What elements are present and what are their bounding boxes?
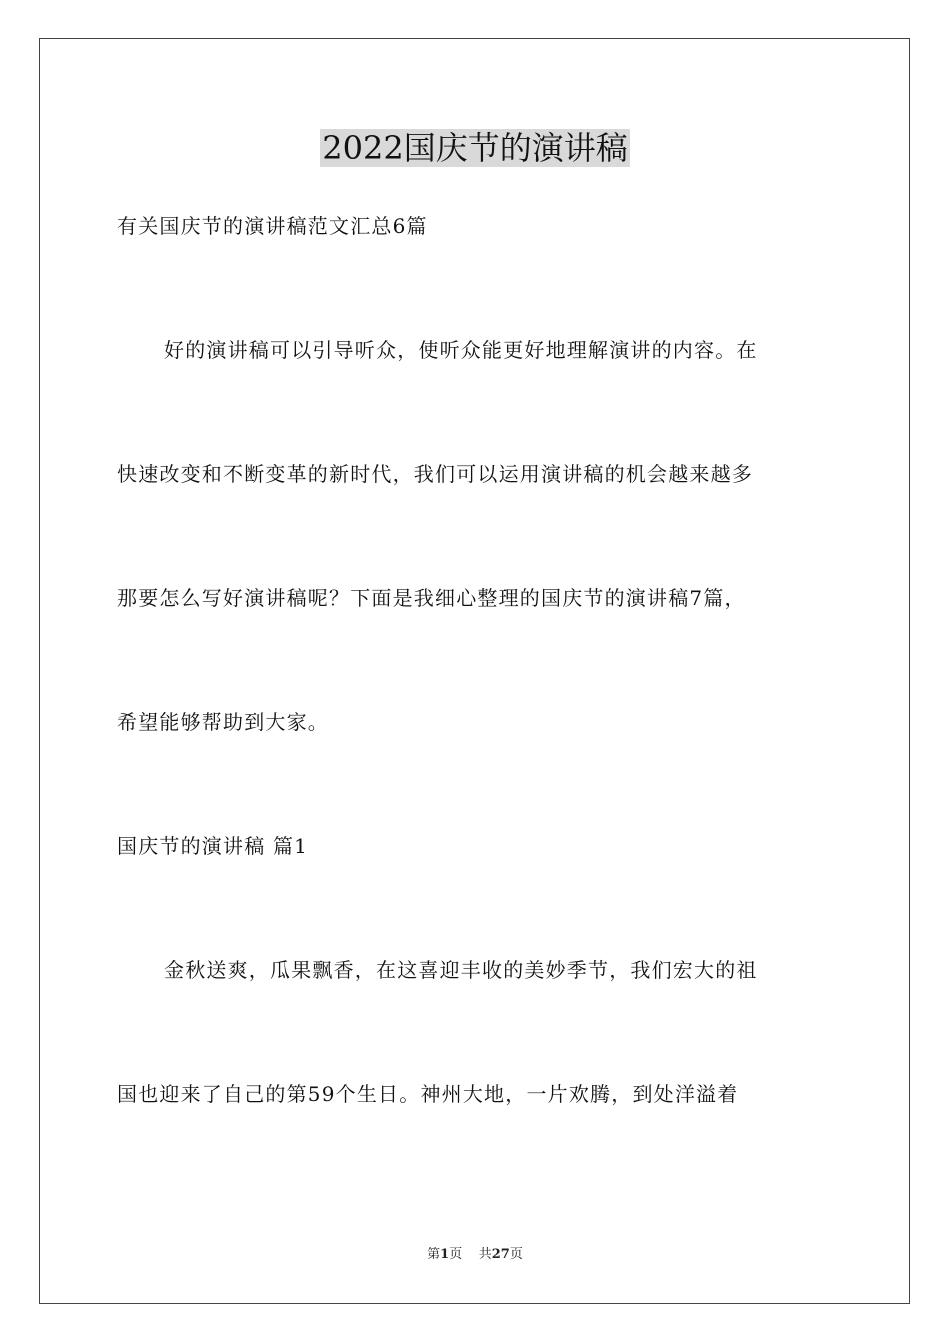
section-heading: 国庆节的演讲稿 篇1 xyxy=(117,834,309,858)
subtitle-line: 有关国庆节的演讲稿范文汇总6篇 xyxy=(117,214,428,238)
paragraph-line-5: 金秋送爽，瓜果飘香，在这喜迎丰收的美妙季节，我们宏大的祖 xyxy=(164,958,758,982)
page-footer xyxy=(0,1246,950,1264)
paragraph-line-6: 国也迎来了自己的第59个生日。神州大地，一片欢腾，到处洋溢着 xyxy=(117,1082,739,1106)
footer-total-suffix: 页 xyxy=(509,1247,523,1262)
paragraph-line-4: 希望能够帮助到大家。 xyxy=(117,710,329,734)
footer-page-number: 1 xyxy=(440,1247,450,1262)
footer-page-prefix: 第 xyxy=(427,1247,441,1262)
paragraph-line-2: 快速改变和不断变革的新时代，我们可以运用演讲稿的机会越来越多 xyxy=(117,462,753,486)
document-title xyxy=(0,128,950,168)
paragraph-line-1: 好的演讲稿可以引导听众，使听众能更好地理解演讲的内容。在 xyxy=(164,338,758,362)
footer-total-pages: 27 xyxy=(491,1247,510,1262)
footer-total-prefix: 共 xyxy=(478,1247,492,1262)
paragraph-line-3: 那要怎么写好演讲稿呢？下面是我细心整理的国庆节的演讲稿7篇， xyxy=(117,586,746,610)
document-title-text: 2022国庆节的演讲稿 xyxy=(322,129,628,167)
footer-page-suffix: 页 xyxy=(449,1247,463,1262)
